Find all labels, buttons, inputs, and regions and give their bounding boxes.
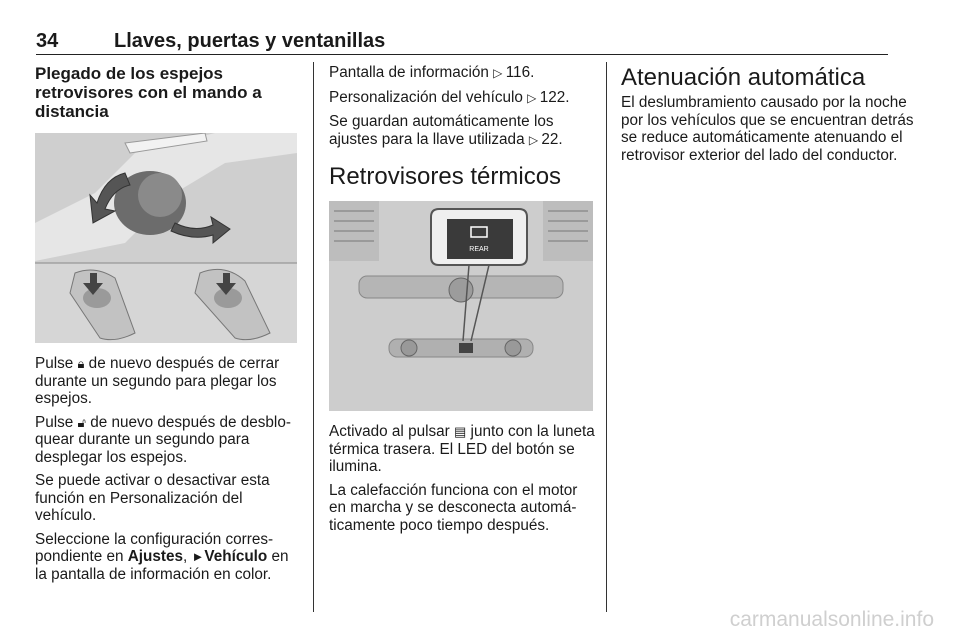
- paragraph-toggle: Se puede activar o desactivar esta función en Personalización del vehículo.: [35, 472, 270, 524]
- section-heading-auto-dimming: Atenuación automática: [621, 64, 866, 91]
- reference-arrow-icon: ▷: [527, 90, 540, 105]
- paragraph-activation: Activado al pulsar ▤ junto con la luneta térmica trasera. El LED del botón se ilumina.: [329, 423, 595, 475]
- vehicle-label: Vehículo: [204, 548, 268, 565]
- column-2: [329, 64, 597, 540]
- column-3: [621, 64, 921, 170]
- page-header: [36, 30, 888, 55]
- mirror-remote-illustration: [35, 133, 297, 343]
- paragraph-auto-dimming: El deslumbramiento causado por la noche por los vehículos que se encuentran detrás se reduce automáticamente atenuando el retrovisor exterior del lado del conductor.: [621, 94, 914, 164]
- ref-vehicle-personalization: Personalización del vehículo ▷ 122.: [329, 88, 570, 106]
- column-divider-1: [313, 62, 314, 612]
- reference-arrow-icon: ▷: [493, 66, 506, 80]
- rear-button-label: REAR: [469, 246, 489, 253]
- column-1: [35, 64, 300, 589]
- paragraph-settings: Seleccione la configuración correspondiente en Ajustes, ►Vehículo en la pantalla de información en color.: [35, 530, 289, 583]
- watermark: carmanualsonline.info: [729, 608, 934, 631]
- paragraph-fold: Pulse 🔒︎ de nuevo después de cerrar durante un segundo para plegar los espejos.: [35, 355, 280, 407]
- column-divider-2: [606, 62, 607, 612]
- settings-label: Ajustes: [127, 548, 183, 565]
- dashboard-rear-button-illustration: [329, 201, 593, 411]
- unlock-icon: 🔓︎: [77, 414, 86, 430]
- section-heading-folding-mirrors: Plegado de los espejos retrovisores con el mando a distancia: [35, 64, 262, 121]
- reference-arrow-icon: ▷: [528, 132, 542, 147]
- running-title: Llaves, puertas y ventanillas: [114, 30, 386, 52]
- rear-heat-icon: ▤: [454, 424, 467, 439]
- triangle-pointer-icon: ►: [191, 549, 205, 564]
- paragraph-heating-operation: La calefacción funciona con el motor en marcha y se desconecta automáticamente poco tiempo después.: [329, 481, 578, 534]
- paragraph-unfold: Pulse 🔓︎ de nuevo después de desbloquear durante un segundo para desplegar los espejos.: [35, 413, 291, 466]
- ref-info-display: Pantalla de información ▷ 116.: [329, 64, 535, 81]
- section-heading-heated-mirrors: Retrovisores térmicos: [329, 163, 562, 190]
- lock-icon: 🔒︎: [77, 356, 85, 371]
- page-number: 34: [36, 30, 59, 52]
- ref-key-settings: Se guardan automáticamente los ajustes para la llave utilizada ▷ 22.: [329, 113, 563, 148]
